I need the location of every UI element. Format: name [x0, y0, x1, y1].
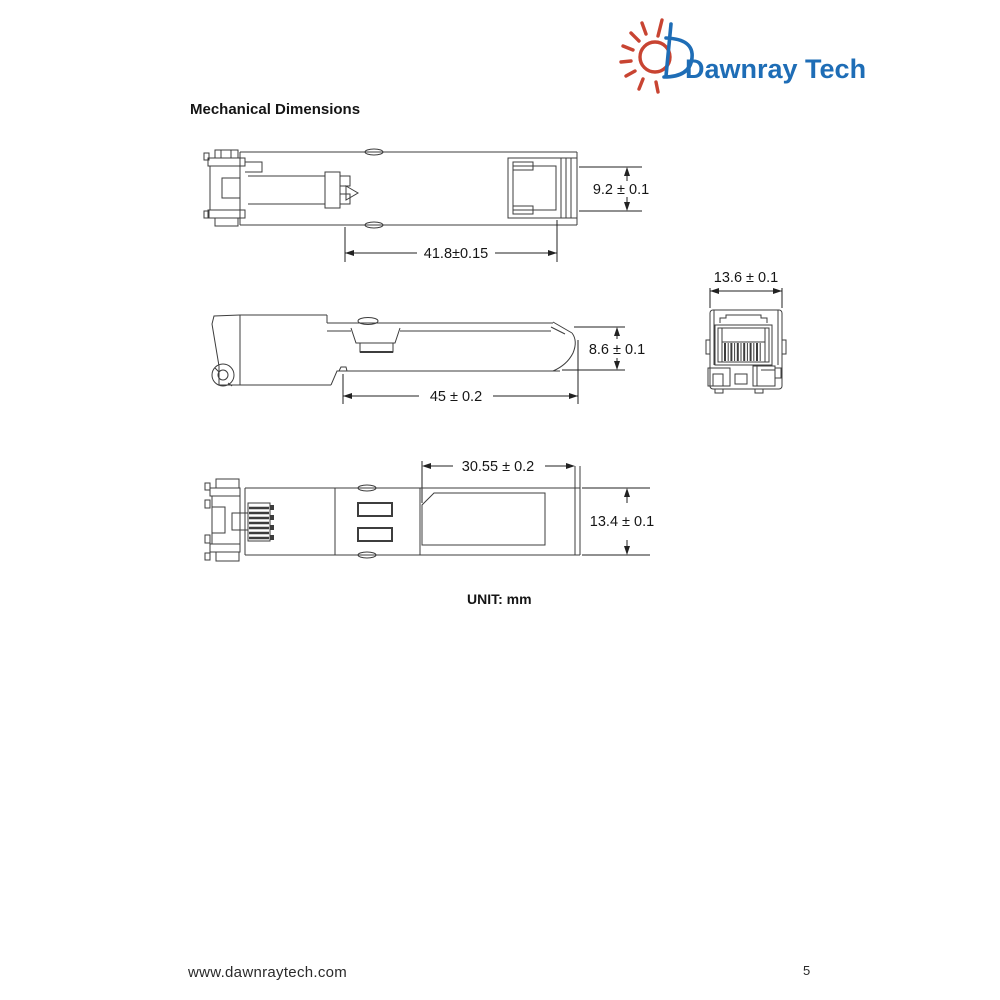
top-view-drawing [195, 145, 655, 270]
company-logo [612, 10, 872, 96]
brand-name: Dawnray Tech [685, 54, 867, 84]
sun-icon [621, 20, 670, 92]
dim-side-length: 45 ± 0.2 [429, 389, 483, 405]
bottom-view-drawing [195, 445, 665, 570]
side-view-drawing [195, 300, 655, 415]
dim-bottom-label-length: 30.55 ± 0.2 [461, 459, 535, 475]
unit-note: UNIT: mm [467, 591, 532, 607]
footer-website: www.dawnraytech.com [188, 964, 348, 981]
footer-page-number: 5 [803, 963, 811, 978]
dim-top-height: 9.2 ± 0.1 [592, 182, 650, 198]
dim-side-height: 8.6 ± 0.1 [588, 342, 646, 358]
dim-bottom-width: 13.4 ± 0.1 [589, 514, 655, 530]
dim-top-length: 41.8±0.15 [423, 246, 489, 262]
page-title: Mechanical Dimensions [190, 101, 361, 118]
front-view-drawing [695, 262, 805, 397]
dim-front-width: 13.6 ± 0.1 [713, 270, 779, 286]
